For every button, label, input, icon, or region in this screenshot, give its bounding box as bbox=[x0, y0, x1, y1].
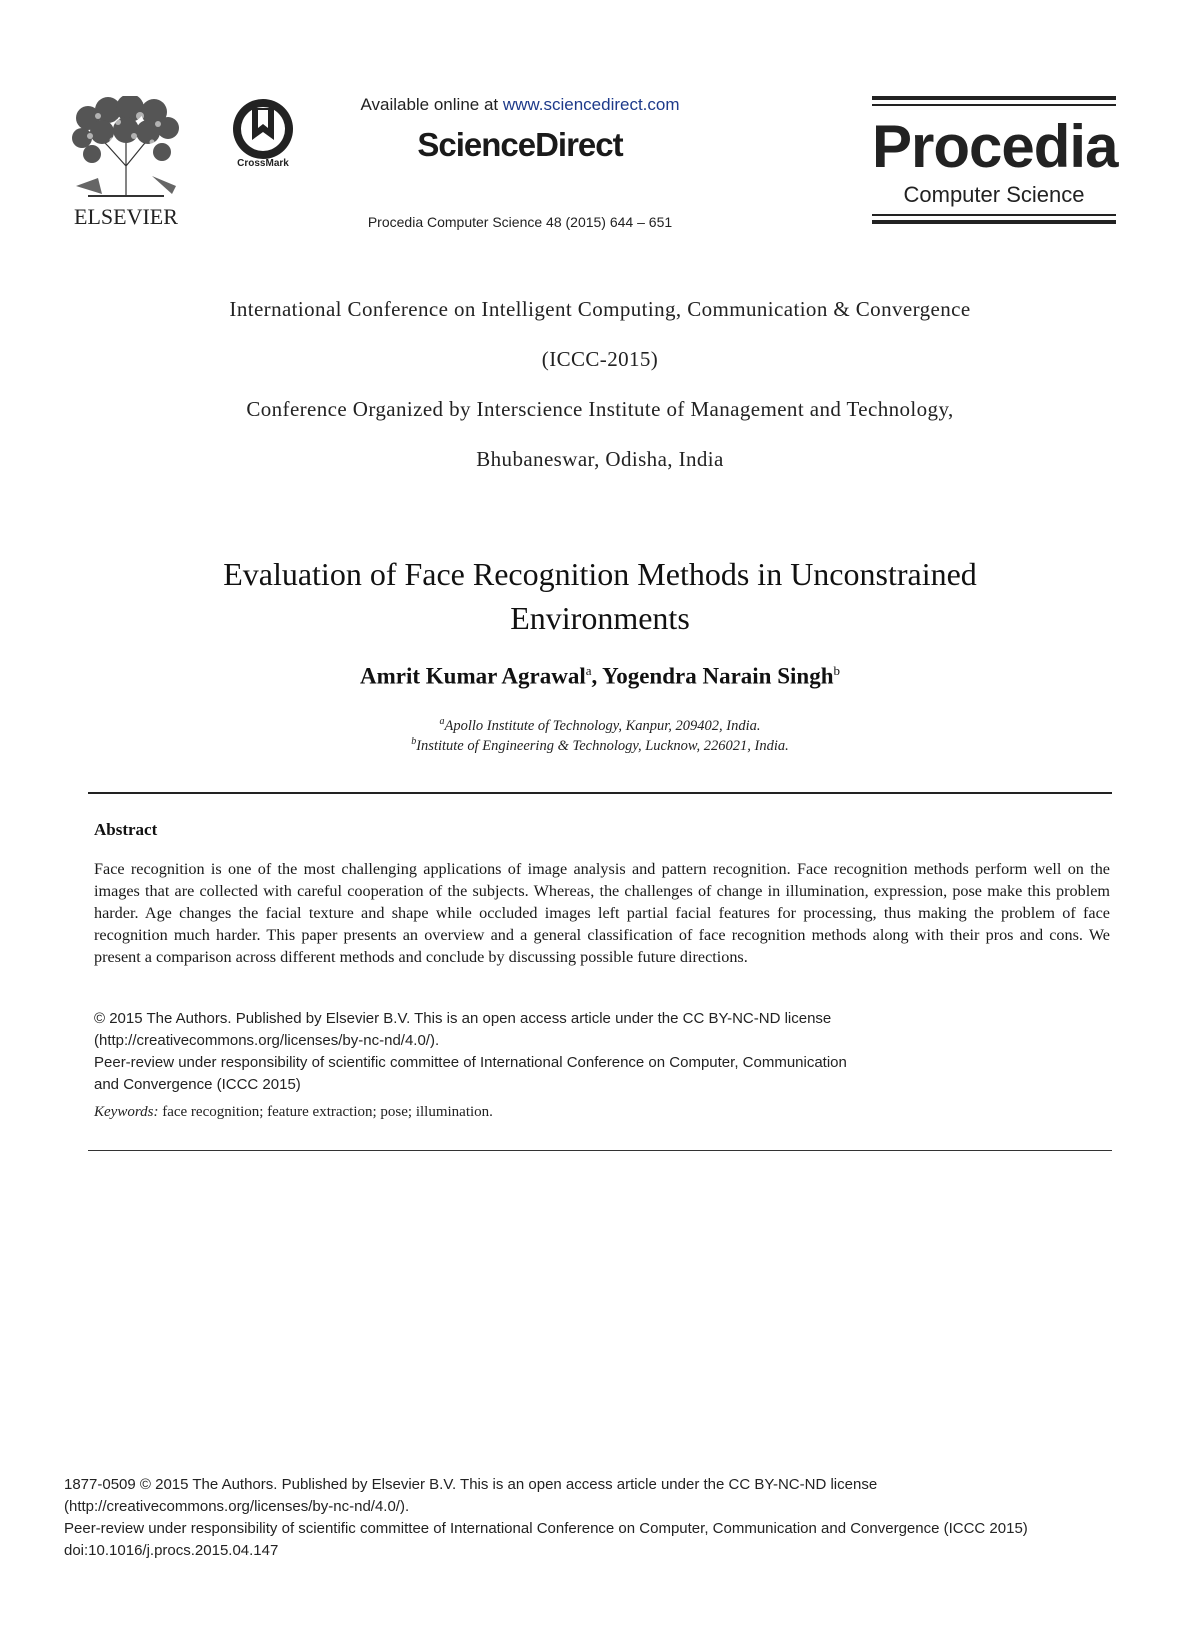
conference-name: International Conference on Intelligent Computing, Communication & Convergence bbox=[229, 297, 971, 321]
paper-title bbox=[90, 552, 1110, 640]
copyright-line: and Convergence (ICCC 2015) bbox=[94, 1076, 301, 1093]
author-mark: b bbox=[833, 663, 840, 678]
journal-reference: Procedia Computer Science 48 (2015) 644 – 651 bbox=[367, 214, 673, 230]
affiliation-text: Institute of Engineering & Technology, Lucknow, 226021, India. bbox=[416, 737, 789, 754]
affiliation-a bbox=[90, 716, 1110, 735]
logo-rule-top-thin bbox=[872, 104, 1116, 106]
keywords-label: Keywords: bbox=[94, 1104, 159, 1120]
procedia-logo-title: Procedia bbox=[872, 113, 1118, 180]
sciencedirect-link[interactable]: www.sciencedirect.com bbox=[502, 95, 680, 114]
affiliation-mark: b bbox=[411, 736, 417, 747]
author-mark: a bbox=[585, 663, 592, 678]
author-name: Amrit Kumar Agrawal bbox=[360, 663, 586, 689]
keywords bbox=[94, 1104, 1110, 1121]
logo-rule-top bbox=[872, 96, 1116, 100]
sciencedirect-logo: ScienceDirect bbox=[417, 126, 623, 163]
footer-peer-review: Peer-review under responsibility of scientific committee of International Conference on Computer, Communication and Convergence (ICCC 2015) bbox=[64, 1520, 1028, 1537]
conference-acronym: (ICCC-2015) bbox=[541, 347, 659, 371]
crossmark-label: CrossMark bbox=[237, 158, 289, 169]
author-separator: , bbox=[591, 663, 603, 689]
affiliation-mark: a bbox=[439, 716, 445, 727]
paper-title-line-2: Environments bbox=[510, 600, 690, 636]
abstract-top-rule bbox=[88, 792, 1112, 794]
procedia-logo bbox=[872, 96, 1116, 230]
available-prefix: Available online at bbox=[360, 95, 503, 114]
logo-rule-bottom bbox=[872, 220, 1116, 224]
footer-copyright: 1877-0509 © 2015 The Authors. Published by Elsevier B.V. This is an open access article under the CC BY-NC-ND license bbox=[64, 1476, 878, 1493]
copyright-line: © 2015 The Authors. Published by Elsevier B.V. This is an open access article under the CC BY-NC-ND license bbox=[94, 1010, 832, 1027]
footer-doi[interactable]: doi:10.1016/j.procs.2015.04.147 bbox=[64, 1542, 279, 1559]
available-online-line bbox=[300, 95, 740, 115]
author-list bbox=[90, 663, 1110, 690]
abstract-heading: Abstract bbox=[94, 820, 158, 839]
keywords-list: face recognition; feature extraction; pose; illumination. bbox=[158, 1104, 493, 1120]
page-footer bbox=[64, 1474, 1144, 1562]
procedia-logo-subtitle: Computer Science bbox=[903, 182, 1085, 207]
conference-location: Bhubaneswar, Odisha, India bbox=[476, 447, 724, 471]
author-name: Yogendra Narain Singh bbox=[602, 663, 834, 689]
footer-license-link[interactable]: (http://creativecommons.org/licenses/by-nc-nd/4.0/). bbox=[64, 1498, 410, 1515]
copyright-line: Peer-review under responsibility of scientific committee of International Conference on Computer, Communication bbox=[94, 1054, 847, 1071]
abstract-body: Face recognition is one of the most challenging applications of image analysis and pattern recognition. Face recognition methods perform well on the images that are collected with careful cooperation of the subjects. Whereas, the challenges of change in illumination, expression, pose make this problem harder. Age changes the facial texture and shape while occluded images left partial facial features for processing, thus making the problem of face recognition much harder. This paper presents an overview and a general classification of face recognition methods along with their pros and cons. We present a comparison across different methods and conclude by discussing possible future directions. bbox=[94, 860, 1110, 966]
publisher-name: ELSEVIER bbox=[74, 204, 178, 229]
logo-rule-bottom-thin bbox=[872, 214, 1116, 216]
conference-organizer: Conference Organized by Interscience Institute of Management and Technology, bbox=[246, 397, 954, 421]
paper-title-line-1: Evaluation of Face Recognition Methods in Unconstrained bbox=[223, 556, 977, 592]
affiliation-b bbox=[90, 736, 1110, 755]
license-link[interactable]: (http://creativecommons.org/licenses/by-nc-nd/4.0/). bbox=[94, 1032, 440, 1049]
crossmark-icon[interactable] bbox=[230, 96, 296, 162]
copyright-notice bbox=[94, 1008, 1110, 1096]
abstract-bottom-rule bbox=[88, 1150, 1112, 1151]
affiliation-text: Apollo Institute of Technology, Kanpur, 209402, India. bbox=[444, 717, 761, 734]
elsevier-tree-logo-icon bbox=[68, 96, 184, 200]
